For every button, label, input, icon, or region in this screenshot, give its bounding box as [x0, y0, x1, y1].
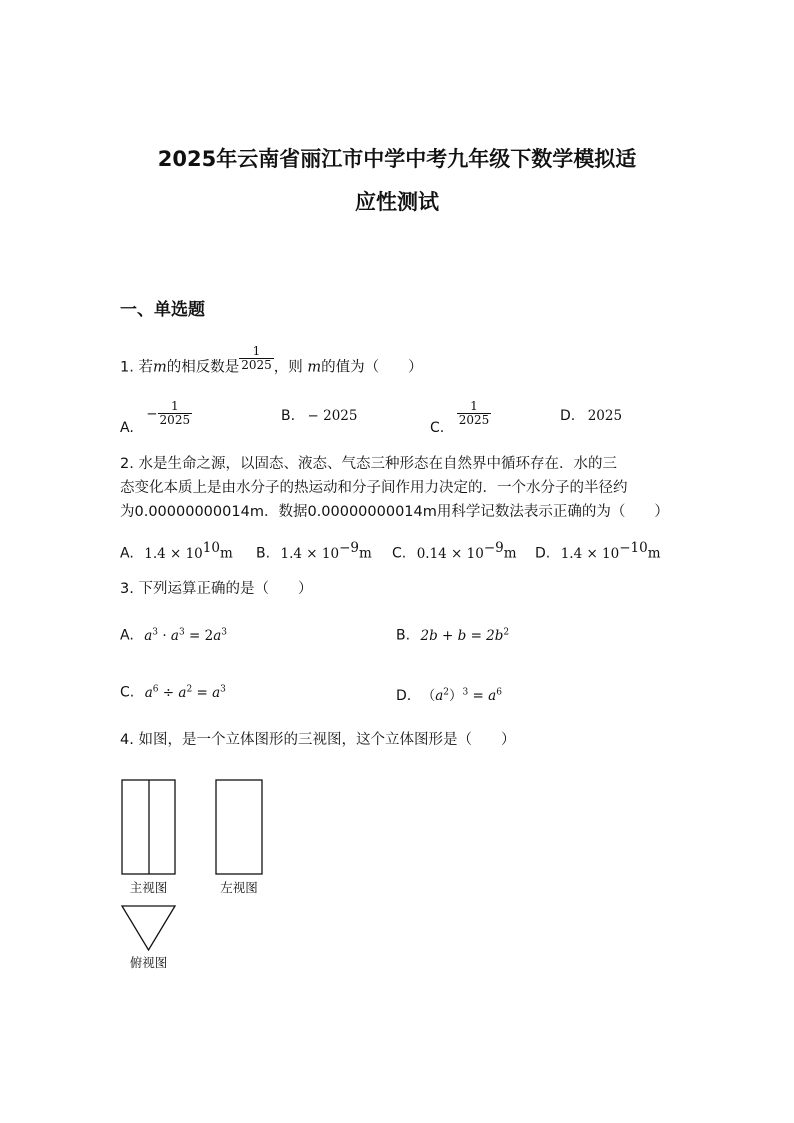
q1-text: 的相反数是 — [166, 359, 240, 376]
equals: = — [468, 688, 489, 704]
q2-text-line2: 态变化本质上是由水分子的热运动和分子间作用力决定的．一个水分子的半径约 — [120, 480, 628, 496]
exponent: 2 — [443, 687, 449, 698]
option-label: D. — [560, 408, 576, 424]
variable: a — [144, 627, 153, 644]
variable: a — [178, 684, 187, 701]
question-number: 3. — [120, 581, 134, 597]
option-label: A. — [120, 419, 134, 436]
option-label: C. — [430, 419, 445, 436]
option-label: B. — [281, 408, 296, 424]
option-label: C. — [120, 684, 135, 701]
option-label: C. — [392, 545, 407, 562]
page-title: 2025年云南省丽江市中学中考九年级下数学模拟适 — [157, 147, 637, 171]
exponent: 3 — [220, 684, 226, 694]
option-exponent: 10 — [202, 540, 220, 556]
section-heading: 一、单选题 — [120, 300, 205, 320]
q2-text-line1: 水是生命之源，以固态、液态、气态三种形态在自然界中循环存在．水的三 — [138, 456, 617, 472]
left-view-caption: 左视图 — [220, 880, 258, 895]
option-label: A. — [120, 627, 134, 644]
option-unit: m — [503, 545, 517, 562]
q1-text: 若 — [138, 359, 153, 376]
equals: = — [192, 684, 213, 701]
top-view-caption: 俯视图 — [129, 955, 168, 970]
option-label: D. — [396, 688, 412, 704]
top-view-triangle — [122, 906, 175, 950]
exponent: 2 — [503, 627, 510, 637]
variable: a — [170, 627, 179, 644]
expression: 2b + b = 2b — [420, 627, 504, 644]
option-value: − 2025 — [307, 408, 358, 424]
option-exponent: −9 — [339, 540, 359, 556]
option-label: B. — [256, 545, 271, 562]
fraction-numerator: 1 — [470, 399, 478, 413]
option-label: D. — [535, 545, 551, 562]
option-base: 1.4 × 10 — [560, 545, 620, 562]
option-sign: − — [146, 405, 158, 422]
option-label: B. — [396, 627, 411, 644]
paren-close: ） — [448, 688, 463, 704]
variable: a — [213, 627, 222, 644]
option-exponent: −10 — [619, 540, 648, 556]
exponent: 3 — [178, 627, 185, 637]
exponent: 6 — [152, 684, 159, 694]
option-unit: m — [358, 545, 372, 562]
option-base: 1.4 × 10 — [144, 545, 203, 562]
exponent: 3 — [462, 687, 469, 698]
q1-text: 的值为（ ） — [321, 359, 423, 376]
q1-variable: m — [307, 359, 322, 376]
fraction-denominator: 2025 — [458, 413, 490, 427]
exponent: 6 — [496, 687, 502, 698]
variable: a — [488, 688, 497, 704]
q3-text: 下列运算正确的是（ ） — [138, 581, 313, 597]
q2-text-line3: 为0.00000000014m．数据0.00000000014m用科学记数法表示正确的为（ ） — [120, 504, 669, 520]
operator: ÷ — [158, 684, 179, 701]
fraction-denominator: 2025 — [159, 413, 191, 427]
variable: a — [212, 684, 221, 701]
fraction-denominator: 2025 — [241, 358, 272, 372]
left-view-rect — [216, 780, 262, 874]
option-unit: m — [219, 545, 233, 562]
front-view-caption: 主视图 — [129, 880, 168, 895]
page-title-line2: 应性测试 — [355, 190, 439, 214]
equals: = 2 — [184, 627, 214, 644]
option-label: A. — [120, 545, 134, 562]
variable: a — [144, 684, 153, 701]
exponent: 3 — [152, 627, 159, 637]
option-unit: m — [647, 545, 661, 562]
q4-text: 如图，是一个立体图形的三视图，这个立体图形是（ ） — [138, 732, 516, 748]
q1-variable: m — [152, 359, 167, 376]
option-value: 2025 — [587, 408, 623, 424]
paren-open: （ — [421, 688, 436, 704]
fraction-numerator: 1 — [252, 344, 261, 358]
question-number: 1. — [120, 359, 134, 376]
option-base: 0.14 × 10 — [416, 545, 484, 562]
operator: · — [158, 627, 171, 644]
question-number: 2. — [120, 456, 134, 472]
variable: a — [435, 688, 444, 704]
exponent: 3 — [221, 627, 227, 637]
fraction-numerator: 1 — [171, 399, 179, 413]
option-base: 1.4 × 10 — [280, 545, 340, 562]
question-number: 4. — [120, 732, 134, 748]
exponent: 2 — [186, 684, 193, 694]
q1-text: ，则 — [273, 359, 303, 376]
option-exponent: −9 — [483, 540, 504, 556]
